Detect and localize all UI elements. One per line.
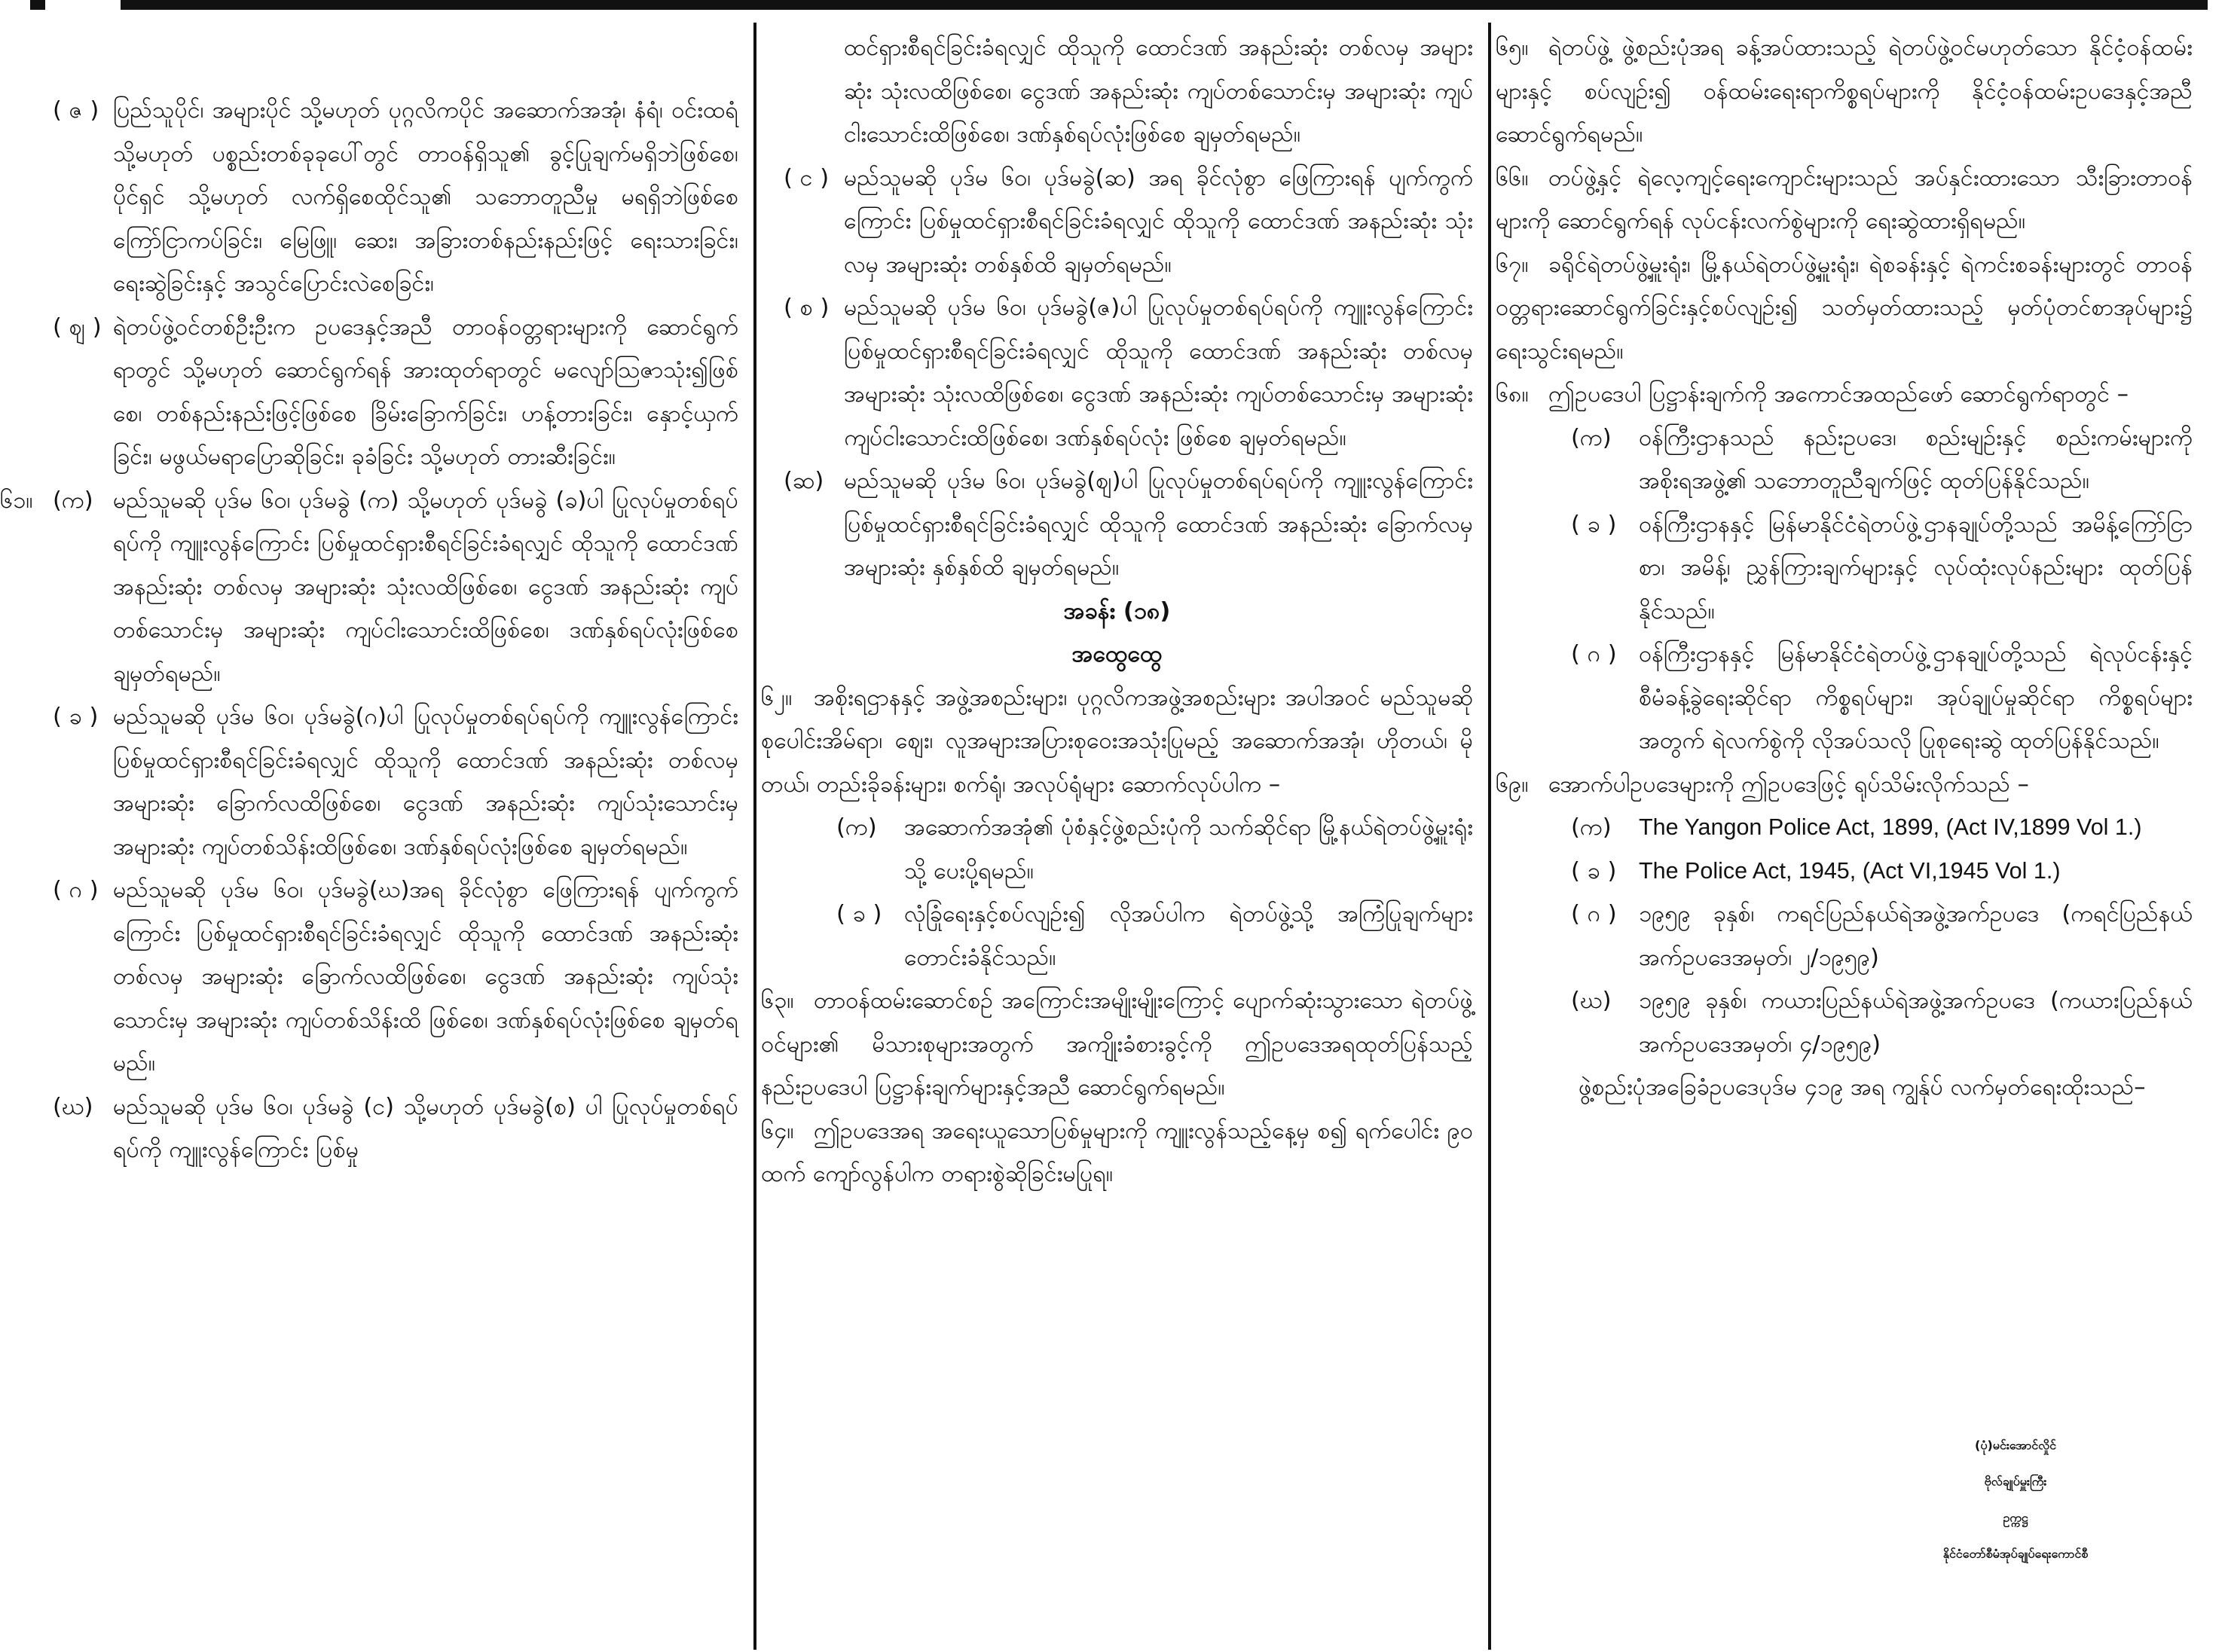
section-paragraph [1496,806,2193,850]
section-number: ၆၁။ [0,487,33,514]
section-paragraph [761,979,1473,1110]
clause-text: မည်သူမဆို ပုဒ်မ ၆၀၊ ပုဒ်မခွဲ(ဂ)ပါ ပြုလုပ်မှုတစ်ရပ်ရပ်ကို ကျူးလွန်ကြောင်း ပြစ်မှုထင်ရှားစီရင်ခြင်းခံရလျှင် ထိုသူကို ထောင်ဒဏ် အနည်းဆုံး တစ်လမှ အများဆုံး ခြောက်လထိဖြစ်စေ၊ ငွေဒဏ် အနည်းဆုံး ကျပ်သုံးသောင်းမှ အများဆုံး ကျပ်တစ်သိန်းထိဖြစ်စေ၊ ဒဏ်နှစ်ရပ်လုံးဖြစ်စေ ချမှတ်ရမည်။ [113,704,738,860]
section-paragraph [1496,157,2193,243]
section-paragraph [1496,979,2193,1066]
signatory-rank: ဗိုလ်ချုပ်မှူးကြီး [1984,1474,2047,1489]
top-rule-left [30,0,45,10]
section-number: ၆၉။ [1496,771,1529,798]
clause-text: ခရိုင်ရဲတပ်ဖွဲ့မှူးရုံး၊ မြို့နယ်ရဲတပ်ဖွဲ့မှူးရုံး၊ ရဲစခန်းနှင့် ရဲကင်းစခန်းများတွင် တာဝန်ဝတ္တရားဆောင်ရွက်ခြင်းနှင့်စပ်လျဉ်း၍ သတ်မှတ်ထားသည့် မှတ်ပုံတင်စာအုပ်များ၌ ရေးသွင်းရမည်။ [1496,251,2193,365]
section-paragraph [30,1086,738,1172]
section-number: ၆၄။ [761,1117,794,1144]
clause-text: ဖွဲ့စည်းပုံအခြေခံဥပဒေပုဒ်မ ၄၁၉ အရ ကျွန်ုပ် လက်မှတ်ရေးထိုးသည်– [1579,1074,2146,1101]
clause-text: မည်သူမဆို ပုဒ်မ ၆၀၊ ပုဒ်မခွဲ (က) သို့မဟုတ် ပုဒ်မခွဲ (ခ)ပါ ပြုလုပ်မှုတစ်ရပ်ရပ်ကို ကျူးလွန်ကြောင်း ပြစ်မှုထင်ရှားစီရင်ခြင်းခံရလျှင် ထိုသူကို ထောင်ဒဏ် အနည်းဆုံး တစ်လမှ အများဆုံး သုံးလထိဖြစ်စေ၊ ငွေဒဏ် အနည်းဆုံး ကျပ်တစ်သောင်းမှ အများဆုံး ကျပ်ငါးသောင်းထိဖြစ်စေ၊ ဒဏ်နှစ်ရပ်လုံးဖြစ်စေ ချမှတ်ရမည်။ [113,487,738,687]
clause-label: (က) [1571,424,1612,451]
clause-label: ( ခ ) [1571,857,1617,884]
clause-text: ဝန်ကြီးဌာနနှင့် မြန်မာနိုင်ငံရဲတပ်ဖွဲ့ဌာနချုပ်တို့သည် ရဲလုပ်ငန်းနှင့် စီမံခန့်ခွဲရေးဆိုင်ရာ ကိစ္စရပ်များ၊ အုပ်ချုပ်မှုဆိုင်ရာ ကိစ္စရပ်များအတွက် ရဲလက်စွဲကို လိုအပ်သလို ပြုစုရေးဆွဲ ထုတ်ပြန်နိုင်သည်။ [1639,641,2193,754]
clause-text: ဤဥပဒေအရ အရေးယူသောပြစ်မှုများကို ကျူးလွန်သည့်နေ့မှ စ၍ ရက်ပေါင်း ၉၀ ထက် ကျော်လွန်ပါက တရားစွဲဆိုခြင်းမပြုရ။ [761,1117,1473,1187]
clause-text: ရဲတပ်ဖွဲ့ ဖွဲ့စည်းပုံအရ ခန့်အပ်ထားသည့် ရဲတပ်ဖွဲ့ဝင်မဟုတ်သော နိုင်ငံ့ဝန်ထမ်းများနှင့် စပ်လျဉ်း၍ ဝန်ထမ်းရေးရာကိစ္စရပ်များကို နိုင်ငံ့ဝန်ထမ်းဥပဒေနှင့်အညီ ဆောင်ရွက်ရမည်။ [1496,35,2193,148]
clause-label: ( ဂ ) [1571,901,1617,927]
section-paragraph [30,695,738,869]
clause-text: ၁၉၅၉ ခုနှစ်၊ ကယားပြည်နယ်ရဲအဖွဲ့အက်ဥပဒေ (ကယားပြည်နယ်အက်ဥပဒေအမှတ်၊ ၄/၁၉၅၉) [1639,988,2193,1058]
section-paragraph [761,676,1473,807]
clause-label: ( ဂ ) [53,877,99,903]
clause-text: အဆောက်အအုံ၏ ပုံစံနှင့်ဖွဲ့စည်းပုံကို သက်ဆိုင်ရာ မြို့နယ်ရဲတပ်ဖွဲ့မှူးရုံးသို့ ပေးပို့ရမည်။ [904,814,1473,884]
clause-text: ၁၉၅၉ ခုနှစ်၊ ကရင်ပြည်နယ်ရဲအဖွဲ့အက်ဥပဒေ (ကရင်ပြည်နယ်အက်ဥပဒေအမှတ်၊ ၂/၁၉၅၉) [1639,901,2193,971]
section-number: ၆၂။ [761,684,793,711]
clause-text: မည်သူမဆို ပုဒ်မ ၆၀၊ ပုဒ်မခွဲ(ဃ)အရ ခိုင်လုံစွာ ဖြေကြားရန် ပျက်ကွက်ကြောင်း ပြစ်မှုထင်ရှားစီရင်ခြင်းခံရလျှင် ထိုသူကို ထောင်ဒဏ် အနည်းဆုံး တစ်လမှ အများဆုံး ခြောက်လထိဖြစ်စေ၊ ငွေဒဏ် အနည်းဆုံး ကျပ်သုံးသောင်းမှ အများဆုံး ကျပ်တစ်သိန်းထိ ဖြစ်စေ၊ ဒဏ်နှစ်ရပ်လုံးဖြစ်စေ ချမှတ်ရမည်။ [113,877,738,1076]
section-paragraph [1496,243,2193,374]
signatory-name: (ပုံ)မင်းအောင်လှိုင် [1975,1438,2056,1452]
clause-label: (ဃ) [53,1093,93,1120]
clause-text: ဝန်ကြီးဌာနနှင့် မြန်မာနိုင်ငံရဲတပ်ဖွဲ့ဌာနချုပ်တို့သည် အမိန့်ကြော်ငြာစာ၊ အမိန့်၊ ညွှန်ကြားချက်များနှင့် လုပ်ထုံးလုပ်နည်းများ ထုတ်ပြန်နိုင်သည်။ [1639,511,2193,624]
section-paragraph [1496,633,2193,763]
top-rule [121,0,2208,10]
middle-column [761,26,1473,1196]
chapter-title: အထွေထွေ [1071,641,1163,667]
section-paragraph [30,306,738,479]
signatory-title: ဥက္ကဋ္ဌ [2003,1510,2028,1525]
clause-label: (က) [1571,814,1612,841]
clause-label: (က) [836,814,877,841]
section-number: ၆၅။ [1496,35,1529,61]
clause-text: အောက်ပါဥပဒေများကို ဤဥပဒေဖြင့် ရုပ်သိမ်းလိုက်သည် – [1548,771,2029,798]
section-paragraph [1496,373,2193,417]
clause-text: မည်သူမဆို ပုဒ်မ ၆၀၊ ပုဒ်မခွဲ(ဆ) အရ ခိုင်လုံစွာ ဖြေကြားရန် ပျက်ကွက်ကြောင်း ပြစ်မှုထင်ရှားစီရင်ခြင်းခံရလျှင် ထိုသူကို ထောင်ဒဏ် အနည်းဆုံး သုံးလမှ အများဆုံး တစ်နှစ်ထိ ချမှတ်ရမည်။ [844,164,1473,278]
section-paragraph [1496,763,2193,807]
left-column [0,89,738,1172]
clause-text: မည်သူမဆို ပုဒ်မ ၆၀၊ ပုဒ်မခွဲ(ဇ)ပါ ပြုလုပ်မှုတစ်ရပ်ရပ်ကို ကျူးလွန်ကြောင်း ပြစ်မှုထင်ရှားစီရင်ခြင်းခံရလျှင် ထိုသူကို ထောင်ဒဏ် အနည်းဆုံး တစ်လမှ အများဆုံး သုံးလထိဖြစ်စေ၊ ငွေဒဏ် အနည်းဆုံး ကျပ်တစ်သောင်းမှ အများဆုံး ကျပ်ငါးသောင်းထိဖြစ်စေ၊ ဒဏ်နှစ်ရပ်လုံး ဖြစ်စေ ချမှတ်ရမည်။ [844,295,1473,451]
column-divider [753,23,756,1650]
section-paragraph [1496,26,2193,157]
clause-label: ( ခ ) [1571,511,1617,538]
section-paragraph [30,869,738,1086]
section-paragraph [1496,893,2193,979]
section-paragraph [30,89,738,306]
clause-label: ( ဂ ) [1571,641,1617,667]
section-paragraph [1496,417,2193,503]
section-paragraph [761,157,1473,287]
section-number: ၆၇။ [1496,251,1529,278]
clause-label: ( ဈ ) [53,313,102,340]
section-paragraph [761,893,1473,979]
chapter-heading: အခန်း (၁၈) [1063,597,1171,624]
section-paragraph [761,286,1473,460]
section-paragraph [761,460,1473,590]
clause-label: ( စ ) [784,295,830,321]
section-paragraph [1496,1066,2193,1110]
clause-label: (ဃ) [1571,988,1612,1014]
clause-text: မည်သူမဆို ပုဒ်မ ၆၀၊ ပုဒ်မခွဲ (င) သို့မဟုတ် ပုဒ်မခွဲ(စ) ပါ ပြုလုပ်မှုတစ်ရပ်ရပ်ကို ကျူးလွန်ကြောင်း ပြစ်မှု [113,1093,738,1163]
signatory-body: နိုင်ငံတော်စီမံအုပ်ချုပ်ရေးကောင်စီ [1942,1547,2089,1561]
section-paragraph [761,806,1473,893]
clause-label: (ဆ) [784,468,824,494]
signature-block [1838,1428,2193,1572]
section-number: ၆၃။ [761,988,794,1014]
clause-text: ရဲတပ်ဖွဲ့ဝင်တစ်ဦးဦးက ဥပဒေနှင့်အညီ တာဝန်ဝတ္တရားများကို ဆောင်ရွက်ရာတွင် သို့မဟုတ် ဆောင်ရွက်ရန် အားထုတ်ရာတွင် မလျော်ဩဇာသုံး၍ဖြစ်စေ၊ တစ်နည်းနည်းဖြင့်ဖြစ်စေ ခြိမ်းခြောက်ခြင်း၊ ဟန့်တားခြင်း၊ နှောင့်ယှက်ခြင်း၊ မဖွယ်မရာပြောဆိုခြင်း၊ ခုခံခြင်း သို့မဟုတ် တားဆီးခြင်း။ [113,313,738,470]
section-paragraph [761,26,1473,157]
clause-label: ( ဇ ) [53,97,99,124]
section-paragraph [1496,850,2193,893]
section-number: ၆၆။ [1496,164,1529,191]
section-paragraph [761,1110,1473,1196]
section-number: ၆၈။ [1496,381,1529,408]
clause-text: အစိုးရဌာနနှင့် အဖွဲ့အစည်းများ၊ ပုဂ္ဂလိကအဖွဲ့အစည်းများ အပါအဝင် မည်သူမဆို စုပေါင်းအိမ်ရာ၊ ဈေး၊ လူအများအပြားစုဝေးအသုံးပြုမည့် အဆောက်အအုံ၊ ဟိုတယ်၊ မိုတယ်၊ တည်းခိုခန်းများ၊ စက်ရုံ၊ အလုပ်ရုံများ ဆောက်လုပ်ပါက – [761,684,1473,798]
clause-label: ( ခ ) [836,901,882,927]
clause-text: လုံခြုံရေးနှင့်စပ်လျဉ်း၍ လိုအပ်ပါက ရဲတပ်ဖွဲ့သို့ အကြံပြုချက်များ တောင်းခံနိုင်သည်။ [904,901,1473,971]
clause-text: မည်သူမဆို ပုဒ်မ ၆၀၊ ပုဒ်မခွဲ(ဈ)ပါ ပြုလုပ်မှုတစ်ရပ်ရပ်ကို ကျူးလွန်ကြောင်း ပြစ်မှုထင်ရှားစီရင်ခြင်းခံရလျှင် ထိုသူကို ထောင်ဒဏ် အနည်းဆုံး ခြောက်လမှ အများဆုံး နှစ်နှစ်ထိ ချမှတ်ရမည်။ [844,468,1473,581]
column-divider [1488,23,1491,1650]
clause-text: ဤဥပဒေပါ ပြဋ္ဌာန်းချက်ကို အကောင်အထည်ဖော် ဆောင်ရွက်ရာတွင် – [1548,381,2129,408]
clause-text: The Yangon Police Act, 1899, (Act IV,1899 Vol 1.) [1639,814,2142,840]
clause-text: The Police Act, 1945, (Act VI,1945 Vol 1.) [1639,857,2061,884]
section-paragraph [1496,503,2193,634]
section-paragraph [0,479,738,696]
clause-label: ( င ) [784,164,830,191]
clause-text: တာဝန်ထမ်းဆောင်စဉ် အကြောင်းအမျိုးမျိုးကြောင့် ပျောက်ဆုံးသွားသော ရဲတပ်ဖွဲ့ဝင်များ၏ မိသားစုများအတွက် အကျိုးခံစားခွင့်ကို ဤဥပဒေအရထုတ်ပြန်သည့် နည်းဥပဒေပါ ပြဋ္ဌာန်းချက်များနှင့်အညီ ဆောင်ရွက်ရမည်။ [761,988,1473,1101]
clause-text: ဝန်ကြီးဌာနသည် နည်းဥပဒေ၊ စည်းမျဉ်းနှင့် စည်းကမ်းများကို အစိုးရအဖွဲ့၏ သဘောတူညီချက်ဖြင့် ထုတ်ပြန်နိုင်သည်။ [1639,424,2193,494]
clause-text: ပြည်သူပိုင်၊ အများပိုင် သို့မဟုတ် ပုဂ္ဂလိကပိုင် အဆောက်အအုံ၊ နံရံ၊ ဝင်းထရံ သို့မဟုတ် ပစ္စည်းတစ်ခုခုပေါ်တွင် တာဝန်ရှိသူ၏ ခွင့်ပြုချက်မရှိဘဲဖြစ်စေ၊ ပိုင်ရှင် သို့မဟုတ် လက်ရှိစေထိုင်သူ၏ သဘောတူညီမှု မရရှိဘဲဖြစ်စေ ကြော်ငြာကပ်ခြင်း၊ မြေဖြူ၊ ဆေး၊ အခြားတစ်နည်းနည်းဖြင့် ရေးသားခြင်း၊ ရေးဆွဲခြင်းနှင့် အသွင်ပြောင်းလဲစေခြင်း၊ [113,97,738,297]
clause-text: ထင်ရှားစီရင်ခြင်းခံရလျှင် ထိုသူကို ထောင်ဒဏ် အနည်းဆုံး တစ်လမှ အများဆုံး သုံးလထိဖြစ်စေ၊ ငွေဒဏ် အနည်းဆုံး ကျပ်တစ်သောင်းမှ အများဆုံး ကျပ်ငါးသောင်းထိဖြစ်စေ၊ ဒဏ်နှစ်ရပ်လုံးဖြစ်စေ ချမှတ်ရမည်။ [844,35,1473,148]
clause-label: (က) [53,487,93,514]
clause-text: တပ်ဖွဲ့နှင့် ရဲလေ့ကျင့်ရေးကျောင်းများသည် အပ်နှင်းထားသော သီးခြားတာဝန်များကို ဆောင်ရွက်ရန် လုပ်ငန်းလက်စွဲများကို ရေးဆွဲထားရှိရမည်။ [1496,164,2193,234]
clause-label: ( ခ ) [53,704,99,730]
right-column [1496,26,2193,1110]
